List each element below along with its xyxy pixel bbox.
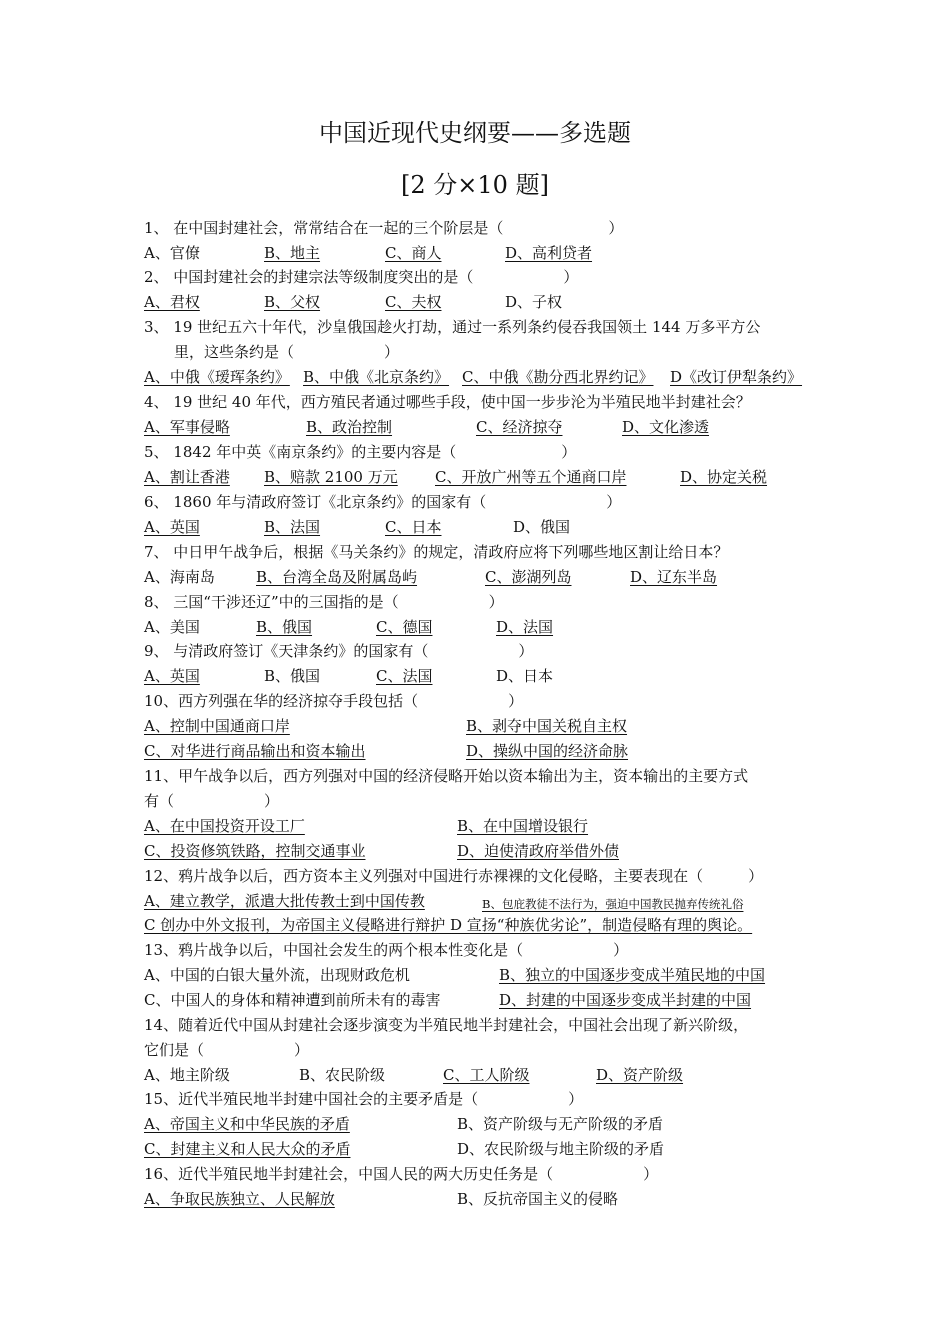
option-c: C、法国 [376,667,433,685]
option-b: B、父权 [264,293,321,311]
question-3-stem: 3、 19 世纪五六十年代，沙皇俄国趁火打劫，通过一系列条约侵吞我国领土 144 万多平方公 [144,318,761,336]
option-d: D、法国 [496,618,554,636]
option-cd: C 创办中外文报刊，为帝国主义侵略进行辩护 D 宣扬“种族优劣论”，制造侵略有理的舆论。 [144,916,753,934]
option-d: D、俄国 [513,518,571,536]
option-b: B、反抗帝国主义的侵略 [457,1190,619,1208]
option-b: B、法国 [264,518,321,536]
option-d: D、资产阶级 [596,1066,684,1084]
option-a: A、争取民族独立、人民解放 [144,1190,335,1208]
option-a: A、海南岛 [144,568,215,586]
question-6-stem: 6、 1860 年与清政府签订《北京条约》的国家有（ ） [144,493,622,511]
option-b: B、地主 [264,244,321,262]
option-d: D、文化渗透 [622,418,710,436]
option-d: D、农民阶级与地主阶级的矛盾 [457,1140,665,1158]
option-b: B、政治控制 [306,418,393,436]
question-3-stem-cont: 里，这些条约是（ ） [174,343,400,361]
option-b: B、包庇教徒不法行为，强迫中国教民抛弃传统礼俗 [482,897,744,911]
option-c: C、日本 [385,518,442,536]
option-b: B、俄国 [256,618,313,636]
question-16-stem: 16、近代半殖民地半封建社会，中国人民的两大历史任务是（ ） [144,1165,659,1183]
option-b: B、在中国增设银行 [457,817,589,835]
question-12-stem: 12、鸦片战争以后，西方资本主义列强对中国进行赤裸裸的文化侵略，主要表现在（ ） [144,867,764,885]
option-a: A、美国 [144,618,200,636]
option-a: A、割让香港 [144,468,230,486]
question-11-stem: 11、甲午战争以后，西方列强对中国的经济侵略开始以资本输出为主，资本输出的主要方式 [144,767,749,785]
question-10-stem: 10、西方列强在华的经济掠夺手段包括（ ） [144,692,524,710]
option-d: D、协定关税 [680,468,768,486]
option-a: A、英国 [144,667,200,685]
option-d: D、子权 [505,293,563,311]
question-4-stem: 4、 19 世纪 40 年代，西方殖民者通过哪些手段，使中国一步步沦为半殖民地半封建社会？ [144,393,751,411]
option-a: A、地主阶级 [144,1066,230,1084]
question-11-stem-cont: 有（ ） [144,792,280,810]
document-subtitle: [2 分×10 题] [401,171,549,199]
document-title: 中国近现代史纲要——多选题 [319,119,631,147]
option-c: C、澎湖列岛 [485,568,572,586]
option-c: C、商人 [385,244,442,262]
option-a: A、中国的白银大量外流，出现财政危机 [144,966,410,984]
option-a: A、军事侵略 [144,418,230,436]
option-a: A、英国 [144,518,200,536]
question-13-stem: 13、鸦片战争以后，中国社会发生的两个根本性变化是（ ） [144,941,629,959]
option-c: C、工人阶级 [443,1066,530,1084]
option-d: D《改订伊犁条约》 [670,368,803,386]
option-b: B、俄国 [264,667,321,685]
option-b: B、中俄《北京条约》 [303,368,450,386]
option-a: A、控制中国通商口岸 [144,717,290,735]
question-14-stem-cont: 它们是（ ） [144,1041,310,1059]
option-b: B、剥夺中国关税自主权 [466,717,628,735]
option-b: B、资产阶级与无产阶级的矛盾 [457,1115,664,1133]
question-9-stem: 9、 与清政府签订《天津条约》的国家有（ ） [144,642,534,660]
option-d: D、辽东半岛 [630,568,718,586]
question-5-stem: 5、 1842 年中英《南京条约》的主要内容是（ ） [144,443,577,461]
option-d: D、封建的中国逐步变成半封建的中国 [499,991,752,1009]
question-15-stem: 15、近代半殖民地半封建中国社会的主要矛盾是（ ） [144,1090,584,1108]
option-a: A、官僚 [144,244,200,262]
question-1-stem: 1、 在中国封建社会，常常结合在一起的三个阶层是（ ） [144,219,624,237]
option-d: D、日本 [496,667,554,685]
option-c: C、对华进行商品输出和资本输出 [144,742,366,760]
question-2-stem: 2、 中国封建社会的封建宗法等级制度突出的是（ ） [144,268,579,286]
option-c: C、经济掠夺 [476,418,563,436]
question-14-stem: 14、随着近代中国从封建社会逐步演变为半殖民地半封建社会，中国社会出现了新兴阶级， [144,1016,749,1034]
option-a: A、建立教学，派遣大批传教士到中国传教 [144,892,425,910]
option-d: D、迫使清政府举借外债 [457,842,620,860]
option-c: C、德国 [376,618,433,636]
option-d: D、操纵中国的经济命脉 [466,742,629,760]
option-c: C、中国人的身体和精神遭到前所未有的毒害 [144,991,441,1009]
option-a: A、帝国主义和中华民族的矛盾 [144,1115,350,1133]
option-b: B、农民阶级 [299,1066,386,1084]
option-a: A、中俄《瑷珲条约》 [144,368,290,386]
option-a: A、在中国投资开设工厂 [144,817,305,835]
option-a: A、君权 [144,293,200,311]
question-7-stem: 7、 中日甲午战争后，根据《马关条约》的规定，清政府应将下列哪些地区割让给日本？ [144,543,729,561]
option-b: B、台湾全岛及附属岛屿 [256,568,418,586]
option-c: C、投资修筑铁路，控制交通事业 [144,842,366,860]
option-c: C、夫权 [385,293,442,311]
option-d: D、高利贷者 [505,244,593,262]
option-b: B、赔款 2100 万元 [264,468,398,486]
option-c: C、开放广州等五个通商口岸 [435,468,627,486]
option-b: B、独立的中国逐步变成半殖民地的中国 [499,966,766,984]
question-8-stem: 8、 三国“干涉还辽”中的三国指的是（ ） [144,593,504,611]
option-c: C、中俄《勘分西北界约记》 [462,368,654,386]
option-c: C、封建主义和人民大众的矛盾 [144,1140,351,1158]
